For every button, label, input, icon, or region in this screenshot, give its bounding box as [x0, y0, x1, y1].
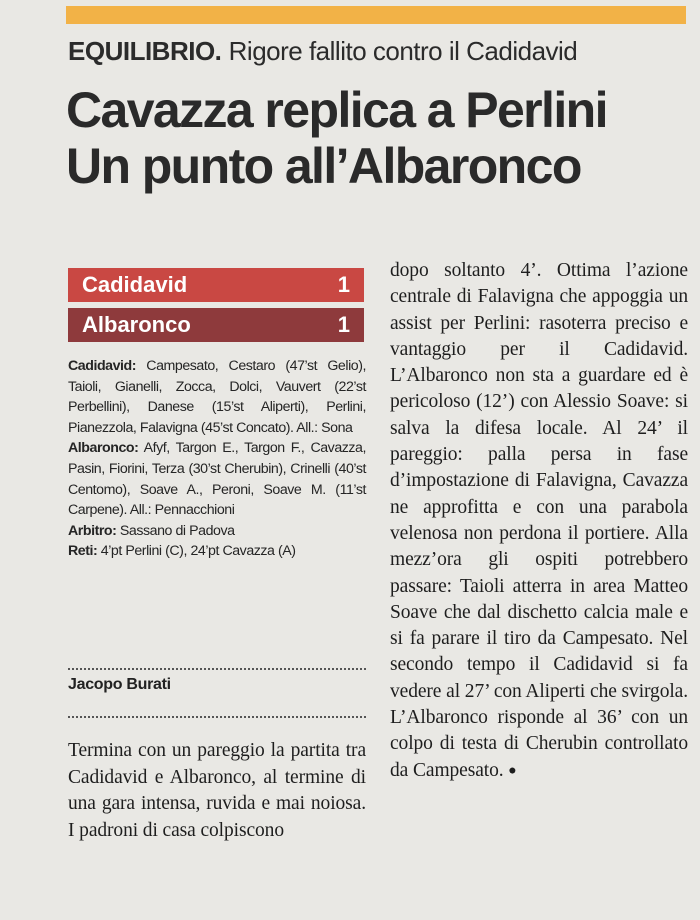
author-byline: Jacopo Burati	[68, 676, 171, 693]
lineup-albaronco	[68, 438, 366, 520]
lineup-reti	[68, 541, 366, 562]
kicker-tag: EQUILIBRIO.	[68, 36, 222, 66]
away-team-score: 1	[337, 312, 350, 337]
home-team-score: 1	[337, 272, 350, 297]
dotted-divider-top	[68, 668, 366, 670]
away-team-name: Albaronco	[82, 312, 191, 337]
article-body-left: Termina con un pareggio la partita tra Cadidavid e Albaronco, al termine di una gara intensa, ruvida e mai noiosa. I padroni di casa colpiscono	[68, 740, 366, 841]
arbitro-text: Sassano di Padova	[119, 522, 235, 539]
lineup-albaronco-label: Albaronco:	[68, 440, 139, 457]
article-body-right-text: dopo soltanto 4’. Ottima l’azione centrale di Falavigna che appoggia un assist per Perlini: rasoterra preciso e vantaggio per il Cadidavid. L’Albaronco non sta a guardare ed è pericoloso (12’) con Alessio Soave: si salva la difesa locale. Al 24’ il pareggio: palla persa in fase d’impostazione di Falavigna, Cavazza ne approfitta e con una parabola velenosa non perdona il portiere. Alla mezz’ora gli ospiti potrebbero passare: Taioli atterra in area Matteo Soave che dal dischetto calcia male e si fa parare il tiro da Campesato. Nel secondo tempo il Cadidavid si fa vedere al 27’ con Aliperti che svirgola. L’Albaronco risponde al 36’ con un colpo di testa di Cherubin controllato da Campesato.	[390, 260, 688, 781]
dotted-divider-bottom	[68, 716, 366, 718]
article-body-right	[390, 258, 688, 784]
lineup-cadidavid	[68, 356, 366, 438]
scoreboard-home	[68, 268, 364, 302]
lineup-arbitro	[68, 521, 366, 542]
arbitro-label: Arbitro:	[68, 522, 117, 539]
reti-label: Reti:	[68, 543, 98, 560]
lineup-albaronco-text: Afyf, Targon E., Targon F., Cavazza, Pasin, Fiorini, Terza (30’st Cherubin), Crinelli (40’st Centomo), Soave A., Peroni, Soave M. (11’st Carpene). All.: Pennacchioni	[68, 440, 366, 519]
section-color-bar	[66, 6, 686, 24]
home-team-name: Cadidavid	[82, 272, 188, 297]
scoreboard-away	[68, 308, 364, 342]
end-of-article-mark: ●	[508, 763, 517, 779]
headline	[66, 82, 694, 194]
lineup-cadidavid-label: Cadidavid:	[68, 358, 137, 374]
headline-line-2: Un punto all’Albaronco	[66, 138, 581, 194]
kicker-text: Rigore fallito contro il Cadidavid	[228, 36, 578, 66]
reti-text: 4’pt Perlini (C), 24’pt Cavazza (A)	[100, 543, 296, 560]
match-lineups	[68, 356, 366, 562]
kicker	[68, 36, 688, 67]
lineup-cadidavid-text: Campesato, Cestaro (47’st Gelio), Taioli, Gianelli, Zocca, Dolci, Vauvert (22’st Perbellini), Danese (15’st Aliperti), Perlini, Pianezzola, Falavigna (45’st Concato). All.: Sona	[68, 358, 366, 436]
headline-line-1: Cavazza replica a Perlini	[66, 82, 607, 138]
